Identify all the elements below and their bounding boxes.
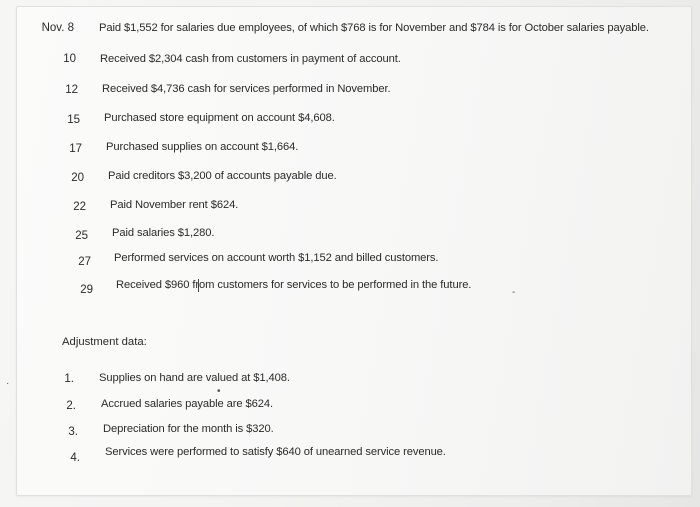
transaction-text: Purchased supplies on account $1,664.	[106, 141, 299, 153]
transaction-date: 12	[65, 84, 78, 96]
transaction-date: 15	[67, 114, 80, 126]
transaction-text: Paid $1,552 for salaries due employees, of which $768 is for November and $784 is for October salaries payable.	[99, 22, 649, 34]
adjustment-number: 4.	[70, 452, 80, 464]
transaction-text: Paid November rent $624.	[110, 199, 239, 211]
transaction-text: Performed services on account worth $1,152 and billed customers.	[114, 252, 439, 264]
stray-dot: ·	[6, 378, 10, 389]
adjustment-heading: Adjustment data:	[62, 336, 147, 348]
adjustment-text: Supplies on hand are valued at $1,408.	[99, 372, 290, 384]
adjustment-text: Depreciation for the month is $320.	[103, 423, 274, 435]
transaction-text: Paid salaries $1,280.	[112, 227, 215, 239]
stray-dot: •	[217, 386, 221, 397]
stray-tick: -	[512, 287, 516, 298]
adjustment-number: 2.	[66, 400, 76, 412]
text-cursor-icon	[198, 279, 205, 292]
adjustment-number: 1.	[64, 373, 74, 385]
adjustment-text: Accrued salaries payable are $624.	[101, 398, 273, 410]
transaction-text: Paid creditors $3,200 of accounts payable due.	[108, 170, 337, 182]
adjustment-number: 3.	[68, 426, 78, 438]
transaction-date: 29	[80, 284, 93, 296]
transaction-date: Nov. 8	[41, 22, 74, 34]
transaction-date: 27	[78, 256, 91, 268]
transaction-date: 17	[69, 143, 82, 155]
transaction-text: Received $960 from customers for services to be performed in the future.	[116, 279, 472, 291]
transaction-date: 10	[63, 53, 76, 65]
adjustment-text: Services were performed to satisfy $640 of unearned service revenue.	[105, 446, 446, 458]
transaction-date: 20	[71, 172, 84, 184]
transaction-date: 22	[73, 201, 86, 213]
transaction-date: 25	[75, 230, 88, 242]
transaction-text: Purchased store equipment on account $4,608.	[104, 112, 335, 124]
transaction-text: Received $2,304 cash from customers in payment of account.	[100, 53, 401, 65]
transaction-text: Received $4,736 cash for services performed in November.	[102, 83, 391, 95]
